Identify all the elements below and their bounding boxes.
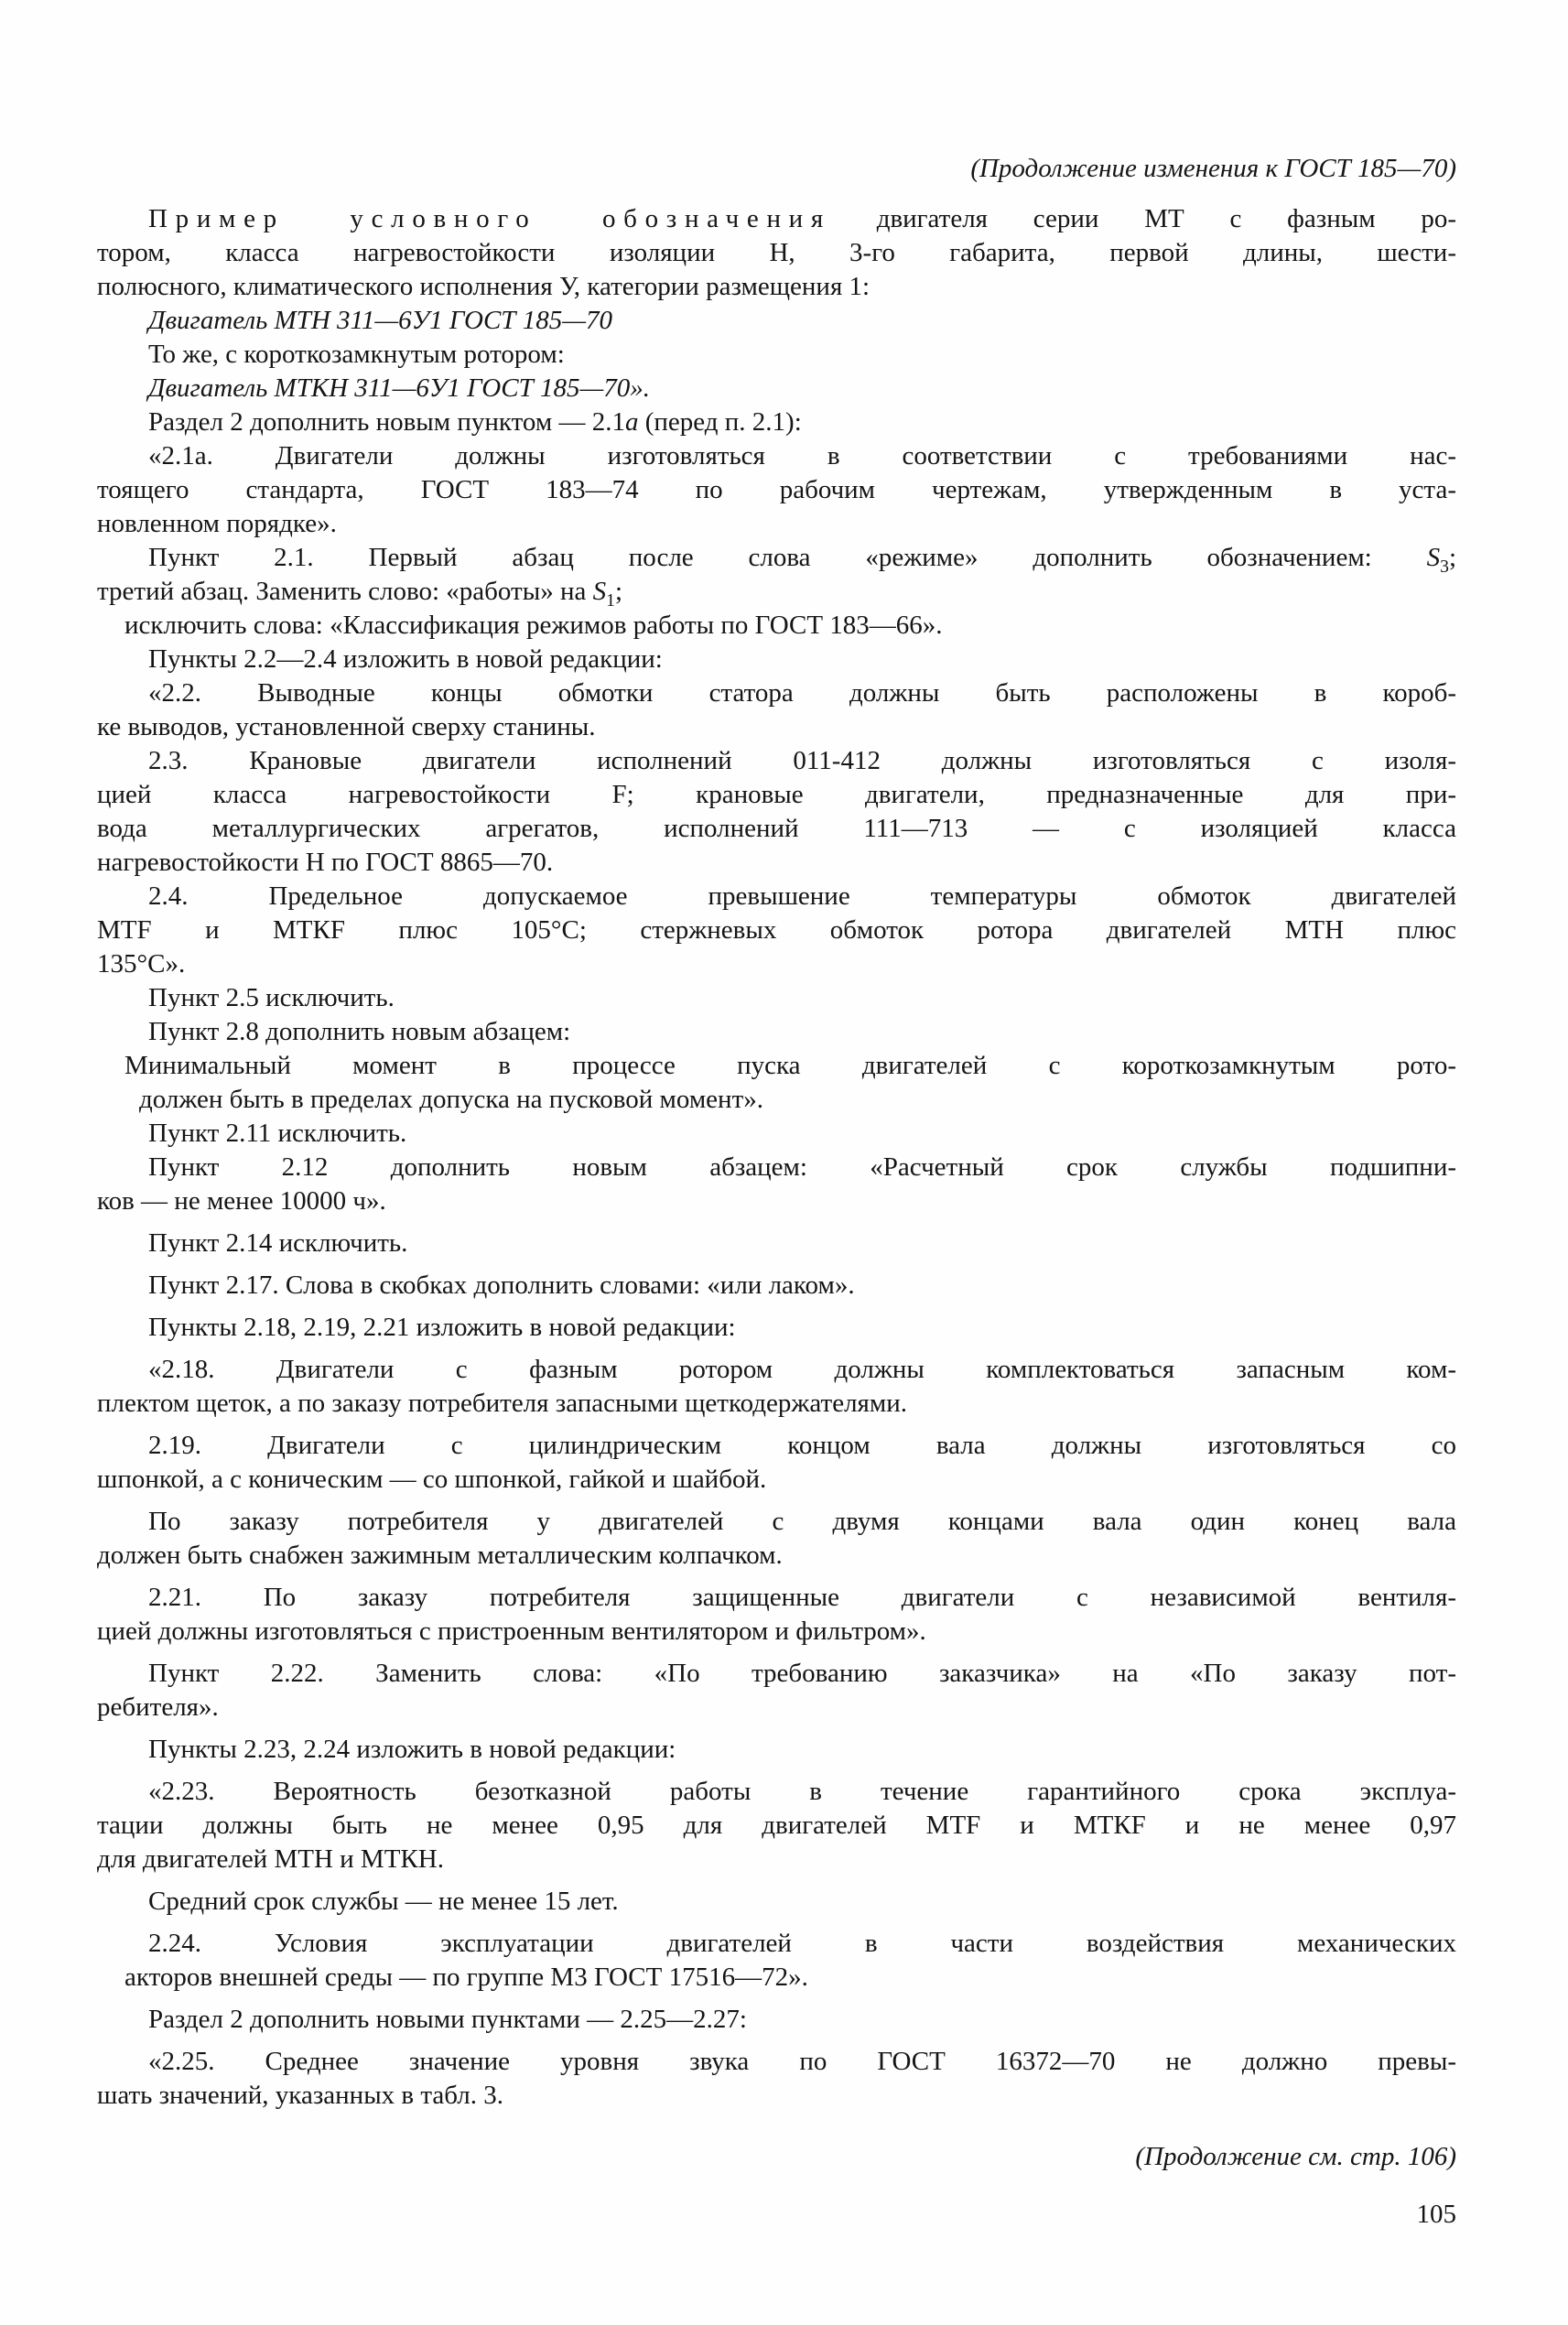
paragraph: [97, 1015, 1456, 1049]
paragraph: [97, 676, 1456, 744]
paragraph: [97, 439, 1456, 541]
text-segment: вода металлургических агрегатов, исполнений 111—713 — с изоляцией класса: [97, 814, 1456, 843]
text-segment: Пункты 2.23, 2.24 изложить в новой редакции:: [148, 1735, 676, 1764]
text-segment: двигателя серии МТ с фазным ро-: [830, 204, 1456, 233]
text-segment: Раздел 2 дополнить новым пунктом — 2.1: [148, 407, 625, 437]
text-line: [97, 914, 1456, 947]
text-line: [97, 1387, 1456, 1421]
text-line: [97, 1843, 1456, 1876]
text-line: [97, 947, 1456, 981]
text-line: [97, 744, 1456, 778]
paragraph: [97, 372, 1456, 406]
text-line: [97, 507, 1456, 541]
text-line: [97, 1927, 1456, 1961]
text-line: [97, 1311, 1456, 1345]
text-segment: 3: [1440, 556, 1449, 577]
text-line: [97, 1184, 1456, 1218]
text-segment: цией должны изготовляться с пристроенным вентилятором и фильтром».: [97, 1617, 926, 1646]
text-line: [97, 981, 1456, 1015]
text-segment: новленном порядке».: [97, 509, 337, 538]
text-segment: Пример условного обозначения: [148, 204, 831, 233]
text-line: [97, 2079, 1456, 2113]
text-segment: тоящего стандарта, ГОСТ 183—74 по рабочим чертежам, утвержденным в уста-: [97, 475, 1456, 504]
paragraph: [97, 880, 1456, 981]
text-segment: «2.2. Выводные концы обмотки статора должны быть расположены в короб-: [148, 678, 1456, 708]
paragraph: [97, 1775, 1456, 1876]
paragraph: [97, 406, 1456, 439]
paragraph: [97, 202, 1456, 304]
paragraph: [97, 2045, 1456, 2113]
text-line: [97, 1615, 1456, 1649]
document-body: [97, 202, 1456, 2113]
text-line: [97, 812, 1456, 846]
text-segment: полюсного, климатического исполнения У, категории размещения 1:: [97, 272, 871, 301]
paragraph: [97, 1151, 1456, 1218]
text-line: [97, 676, 1456, 710]
text-line: [97, 304, 1456, 338]
text-line: [97, 1083, 1456, 1117]
text-line: [97, 1227, 1456, 1260]
text-segment: «2.1а. Двигатели должны изготовляться в соответствии с требованиями нас-: [148, 441, 1456, 470]
text-line: [97, 439, 1456, 473]
text-segment: а: [624, 407, 639, 437]
text-line: [97, 541, 1456, 575]
text-segment: плектом щеток, а по заказу потребителя запасными щеткодержателями.: [97, 1389, 907, 1418]
paragraph: [97, 2003, 1456, 2037]
footer-continuation-note: (Продолжение см. стр. 106): [1135, 2142, 1456, 2171]
text-segment: Раздел 2 дополнить новыми пунктами — 2.25—2.27:: [148, 2005, 747, 2034]
text-segment: 1: [606, 589, 615, 611]
paragraph: [97, 338, 1456, 372]
text-line: [97, 778, 1456, 812]
text-line: [97, 609, 1456, 643]
text-line: [97, 575, 1456, 609]
text-line: [97, 880, 1456, 914]
paragraph: [97, 1227, 1456, 1260]
text-line: [97, 1885, 1456, 1919]
text-segment: Минимальный момент в процессе пуска двигателей с короткозамкнутым рото-: [124, 1051, 1456, 1080]
text-segment: «2.18. Двигатели с фазным ротором должны комплектоваться запасным ком-: [148, 1355, 1456, 1384]
text-segment: 2.3. Крановые двигатели исполнений 011-412 должны изготовляться с изоля-: [148, 746, 1456, 775]
text-line: [97, 1015, 1456, 1049]
text-segment: По заказу потребителя у двигателей с двумя концами вала один конец вала: [148, 1507, 1456, 1536]
text-segment: ;: [1448, 543, 1456, 572]
text-line: [97, 1269, 1456, 1303]
text-segment: «2.23. Вероятность безотказной работы в течение гарантийного срока эксплуа-: [148, 1777, 1456, 1806]
text-line: [97, 1505, 1456, 1539]
text-line: [97, 372, 1456, 406]
paragraph: [97, 1581, 1456, 1649]
text-line: [97, 1809, 1456, 1843]
text-line: [97, 202, 1456, 236]
paragraph: [97, 744, 1456, 880]
text-segment: нагревостойкости Н по ГОСТ 8865—70.: [97, 848, 554, 877]
text-line: [97, 1775, 1456, 1809]
text-segment: Средний срок службы — не менее 15 лет.: [148, 1887, 619, 1916]
text-line: [97, 1657, 1456, 1691]
text-segment: Пункт 2.17. Слова в скобках дополнить словами: «или лаком».: [148, 1271, 855, 1300]
text-segment: 135°С».: [97, 949, 186, 979]
text-segment: 2.24. Условия эксплуатации двигателей в части воздействия механических: [148, 1929, 1456, 1958]
text-line: [97, 2045, 1456, 2079]
text-line: [97, 846, 1456, 880]
text-segment: тации должны быть не менее 0,95 для двигателей МТF и МТКF и не менее 0,97: [97, 1811, 1456, 1840]
text-line: [97, 710, 1456, 744]
text-segment: Пункт 2.12 дополнить новым абзацем: «Расчетный срок службы подшипни-: [148, 1152, 1456, 1182]
text-line: [97, 1151, 1456, 1184]
text-line: [97, 1733, 1456, 1767]
paragraph: [97, 1657, 1456, 1725]
text-segment: МТF и МТКF плюс 105°С; стержневых обмоток ротора двигателей МТН плюс: [97, 915, 1456, 945]
text-segment: третий абзац. Заменить слово: «работы» на: [97, 577, 593, 606]
text-segment: тором, класса нагревостойкости изоляции Н, 3-го габарита, первой длины, шести-: [97, 238, 1456, 267]
text-segment: ;: [614, 577, 623, 606]
text-segment: должен быть в пределах допуска на пусковой момент».: [139, 1085, 763, 1114]
paragraph: [97, 304, 1456, 338]
text-segment: ков — не менее 10000 ч».: [97, 1186, 386, 1216]
text-line: [97, 1691, 1456, 1725]
text-line: [97, 1429, 1456, 1463]
text-segment: 2.21. По заказу потребителя защищенные двигатели с независимой вентиля-: [148, 1583, 1456, 1612]
page-number: 105: [1416, 2200, 1456, 2229]
text-line: [97, 1581, 1456, 1615]
text-segment: 2.19. Двигатели с цилиндрическим концом вала должны изготовляться со: [148, 1431, 1456, 1460]
paragraph: [97, 1927, 1456, 1995]
text-segment: шпонкой, а с коническим — со шпонкой, гайкой и шайбой.: [97, 1465, 767, 1494]
text-segment: Пункты 2.2—2.4 изложить в новой редакции:: [148, 644, 663, 674]
text-segment: Пункт 2.11 исключить.: [148, 1119, 407, 1148]
paragraph: [97, 1269, 1456, 1303]
text-segment: должен быть снабжен зажимным металлическим колпачком.: [97, 1541, 783, 1570]
text-segment: Двигатель МТКН 311—6У1 ГОСТ 185—70».: [148, 373, 650, 403]
paragraph: [97, 1353, 1456, 1421]
text-segment: То же, с короткозамкнутым ротором:: [148, 340, 565, 369]
paragraph: [97, 1117, 1456, 1151]
text-segment: Пункт 2.5 исключить.: [148, 983, 395, 1012]
text-line: [97, 2003, 1456, 2037]
text-line: [97, 270, 1456, 304]
paragraph: [97, 1049, 1456, 1117]
paragraph: [97, 643, 1456, 676]
text-segment: (перед п. 2.1):: [638, 407, 802, 437]
text-line: [97, 1353, 1456, 1387]
text-segment: цией класса нагревостойкости F; крановые двигатели, предназначенные для при-: [97, 780, 1456, 809]
paragraph: [97, 1505, 1456, 1573]
text-segment: акторов внешней среды — по группе М3 ГОСТ 17516—72».: [124, 1963, 808, 1992]
paragraph: [97, 609, 1456, 643]
text-segment: Пункт 2.22. Заменить слова: «По требованию заказчика» на «По заказу пот-: [148, 1659, 1456, 1688]
continuation-header: (Продолжение изменения к ГОСТ 185—70): [970, 154, 1456, 183]
text-line: [97, 473, 1456, 507]
paragraph: [97, 1733, 1456, 1767]
paragraph: [97, 981, 1456, 1015]
text-line: [97, 1117, 1456, 1151]
paragraph: [97, 1429, 1456, 1497]
text-segment: S: [1426, 543, 1441, 572]
text-line: [97, 1539, 1456, 1573]
text-segment: ребителя».: [97, 1692, 219, 1722]
text-line: [97, 1463, 1456, 1497]
text-segment: ке выводов, установленной сверху станины.: [97, 712, 596, 741]
text-segment: «2.25. Среднее значение уровня звука по ГОСТ 16372—70 не должно превы-: [148, 2047, 1456, 2076]
text-segment: Пункт 2.14 исключить.: [148, 1228, 408, 1258]
paragraph: [97, 1885, 1456, 1919]
paragraph: [97, 1311, 1456, 1345]
text-segment: Двигатель МТН 311—6У1 ГОСТ 185—70: [148, 306, 612, 335]
text-segment: исключить слова: «Классификация режимов работы по ГОСТ 183—66».: [124, 611, 943, 640]
text-line: [97, 236, 1456, 270]
text-line: [97, 1049, 1456, 1083]
text-segment: шать значений, указанных в табл. 3.: [97, 2081, 504, 2110]
text-segment: Пункты 2.18, 2.19, 2.21 изложить в новой редакции:: [148, 1313, 736, 1342]
text-segment: Пункт 2.1. Первый абзац после слова «режиме» дополнить обозначением:: [148, 543, 1427, 572]
text-line: [97, 406, 1456, 439]
text-line: [97, 643, 1456, 676]
text-segment: 2.4. Предельное допускаемое превышение температуры обмоток двигателей: [148, 881, 1456, 911]
paragraph: [97, 541, 1456, 609]
text-line: [97, 1961, 1456, 1995]
text-line: [97, 338, 1456, 372]
text-segment: S: [592, 577, 607, 606]
text-segment: Пункт 2.8 дополнить новым абзацем:: [148, 1017, 571, 1046]
text-segment: для двигателей МТН и МТКН.: [97, 1844, 444, 1874]
